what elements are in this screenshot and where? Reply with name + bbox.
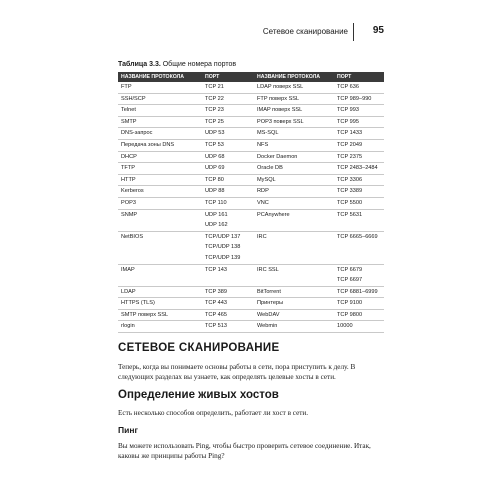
cell-protocol: TFTP (118, 163, 202, 175)
cell-protocol-2: LDAP поверх SSL (254, 82, 334, 93)
table-row (118, 209, 384, 231)
cell-protocol: NetBIOS (118, 231, 202, 264)
column-header-port-2: ПОРТ (334, 72, 384, 82)
column-header-port: ПОРТ (202, 72, 254, 82)
cell-protocol: rlogin (118, 321, 202, 333)
cell-port-2: TCP 9800 (334, 309, 384, 321)
cell-port: TCP 389 (202, 286, 254, 298)
cell-protocol-2: IRC SSL (254, 264, 334, 286)
section-heading-ping: Пинг (118, 425, 139, 435)
cell-port: TCP 22 (202, 93, 254, 105)
table-row (118, 128, 384, 140)
cell-port-2: TCP 989–990 (334, 93, 384, 105)
cell-protocol: FTP (118, 82, 202, 93)
header-divider (353, 23, 354, 41)
cell-port-2: TCP 5631 (334, 209, 384, 231)
cell-port: TCP 80 (202, 174, 254, 186)
cell-protocol-2: NFS (254, 139, 334, 151)
section-heading-network-scanning: СЕТЕВОЕ СКАНИРОВАНИЕ (118, 342, 280, 354)
cell-protocol: HTTP (118, 174, 202, 186)
cell-protocol: POP3 (118, 197, 202, 209)
cell-port: TCP 25 (202, 116, 254, 128)
page-number: 95 (372, 25, 384, 36)
cell-protocol: SSH/SCP (118, 93, 202, 105)
cell-port-2: TCP 6881–6999 (334, 286, 384, 298)
cell-protocol-2: MS-SQL (254, 128, 334, 140)
cell-protocol-2: Oracle DB (254, 163, 334, 175)
table-row (118, 82, 384, 93)
table-row (118, 105, 384, 117)
cell-protocol-2: IRC (254, 231, 334, 264)
section-paragraph-live-hosts: Есть несколько способов определить, работает ли хост в сети. (118, 409, 309, 417)
cell-protocol: DNS-запрос (118, 128, 202, 140)
running-header-title: Сетевое сканирование (262, 27, 348, 36)
table-row (118, 286, 384, 298)
cell-port-2: TCP 9100 (334, 298, 384, 310)
cell-port-2: TCP 2483–2484 (334, 163, 384, 175)
ports-table (118, 72, 384, 333)
cell-protocol: IMAP (118, 264, 202, 286)
table-row (118, 321, 384, 333)
ports-table-body (118, 82, 384, 333)
cell-port: TCP 53 (202, 139, 254, 151)
cell-protocol-2: FTP поверх SSL (254, 93, 334, 105)
cell-port-2: 10000 (334, 321, 384, 333)
table-row (118, 151, 384, 163)
cell-port-2: TCP 6665–6669 (334, 231, 384, 264)
table-row (118, 264, 384, 286)
cell-protocol: Kerberos (118, 186, 202, 198)
section-paragraph-ping: Вы можете использовать Ping, чтобы быстро проверить сетевое соединение. Итак, каковы же принципы работы Ping? (118, 442, 371, 460)
cell-protocol: LDAP (118, 286, 202, 298)
cell-protocol-2: IMAP поверх SSL (254, 105, 334, 117)
cell-port: TCP 21 (202, 82, 254, 93)
cell-port: UDP 69 (202, 163, 254, 175)
cell-port: TCP 110 (202, 197, 254, 209)
cell-protocol-2: WebDAV (254, 309, 334, 321)
cell-port-2: TCP 995 (334, 116, 384, 128)
cell-port-2: TCP 2049 (334, 139, 384, 151)
table-row (118, 174, 384, 186)
cell-port: TCP 443 (202, 298, 254, 310)
cell-protocol: Telnet (118, 105, 202, 117)
cell-protocol-2: RDP (254, 186, 334, 198)
table-row (118, 197, 384, 209)
table-caption (118, 61, 236, 68)
table-row (118, 116, 384, 128)
table-row (118, 139, 384, 151)
cell-port: UDP 88 (202, 186, 254, 198)
table-caption-text: Общие номера портов (160, 61, 237, 68)
cell-protocol-2: POP3 поверх SSL (254, 116, 334, 128)
table-row (118, 298, 384, 310)
cell-port-2: TCP 3389 (334, 186, 384, 198)
cell-protocol-2: BitTorrent (254, 286, 334, 298)
table-row (118, 231, 384, 264)
cell-protocol: DHCP (118, 151, 202, 163)
cell-port-2: TCP 1433 (334, 128, 384, 140)
cell-port: TCP 465 (202, 309, 254, 321)
cell-protocol: Передача зоны DNS (118, 139, 202, 151)
table-caption-label: Таблица 3.3. (118, 61, 161, 68)
table-row (118, 309, 384, 321)
cell-port-2: TCP 5500 (334, 197, 384, 209)
cell-protocol: SNMP (118, 209, 202, 231)
cell-port-2: TCP 6679 TCP 6697 (334, 264, 384, 286)
cell-protocol-2: MySQL (254, 174, 334, 186)
cell-port: TCP 143 (202, 264, 254, 286)
cell-protocol-2: Принтеры (254, 298, 334, 310)
table-row (118, 186, 384, 198)
cell-port-2: TCP 636 (334, 82, 384, 93)
cell-port-2: TCP 993 (334, 105, 384, 117)
cell-protocol-2: PCAnywhere (254, 209, 334, 231)
cell-port: UDP 53 (202, 128, 254, 140)
cell-port: UDP 68 (202, 151, 254, 163)
cell-port: TCP 23 (202, 105, 254, 117)
cell-port: TCP/UDP 137 TCP/UDP 138 TCP/UDP 139 (202, 231, 254, 264)
cell-protocol-2: Webmin (254, 321, 334, 333)
cell-protocol-2: Docker Daemon (254, 151, 334, 163)
table-row (118, 163, 384, 175)
section-paragraph-network-scanning: Теперь, когда вы понимаете основы работы в сети, пора приступить к делу. В следующих разделах вы узнаете, как определять целевые хосты в сети. (118, 363, 356, 381)
cell-protocol: SMTP (118, 116, 202, 128)
cell-protocol: SMTP поверх SSL (118, 309, 202, 321)
cell-port: TCP 513 (202, 321, 254, 333)
ports-table-header (118, 72, 384, 82)
cell-protocol: HTTPS (TLS) (118, 298, 202, 310)
section-heading-live-hosts: Определение живых хостов (118, 389, 279, 401)
table-row (118, 93, 384, 105)
cell-port: UDP 161 UDP 162 (202, 209, 254, 231)
cell-port-2: TCP 2375 (334, 151, 384, 163)
cell-port-2: TCP 3306 (334, 174, 384, 186)
column-header-protocol: НАЗВАНИЕ ПРОТОКОЛА (118, 72, 202, 82)
cell-protocol-2: VNC (254, 197, 334, 209)
running-header (118, 21, 384, 41)
column-header-protocol-2: НАЗВАНИЕ ПРОТОКОЛА (254, 72, 334, 82)
